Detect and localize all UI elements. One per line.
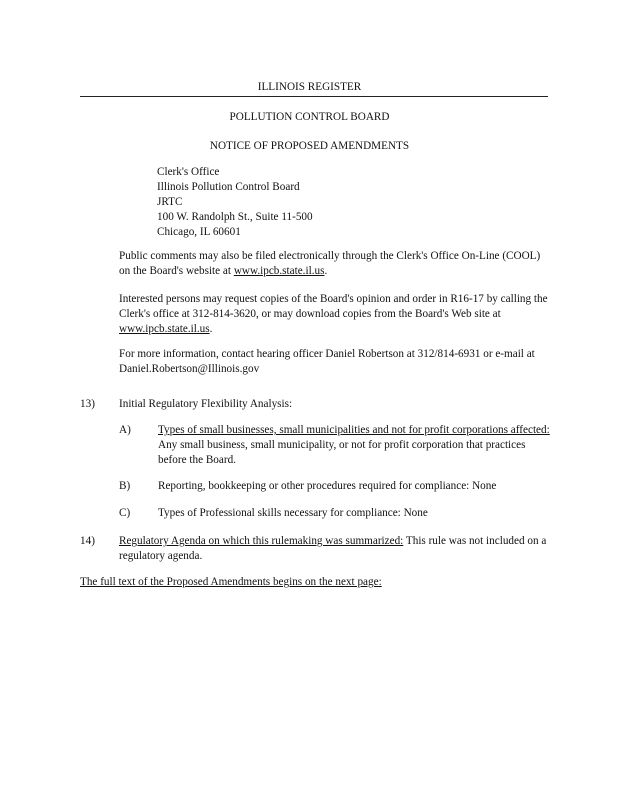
item13a-text: Types of small businesses, small municipalities and not for profit corporations affected: Any small business, small municipality, or not for profit corporation that practices before the Board.: [158, 424, 550, 466]
ipcb-website-link[interactable]: www.ipcb.state.il.us: [119, 323, 210, 335]
clerk-address: [157, 165, 313, 240]
item14-number: 14): [80, 535, 95, 547]
address-line: Illinois Pollution Control Board: [157, 181, 300, 193]
paragraph-contact-info: For more information, contact hearing officer Daniel Robertson at 312/814-6931 or e-mail at Daniel.Robertson@Illinois.gov: [119, 348, 535, 375]
address-line: JRTC: [157, 196, 183, 208]
paragraph-cool: Public comments may also be filed electronically through the Clerk's Office On-Line (COOL) on the Board's website at www.ipcb.state.il.us.: [119, 250, 541, 277]
header-rule: [80, 96, 548, 97]
address-line: Clerk's Office: [157, 166, 220, 178]
item13b-label: B): [119, 480, 131, 492]
full-text-notice: The full text of the Proposed Amendments begins on the next page:: [80, 576, 382, 588]
address-line: 100 W. Randolph St., Suite 11-500: [157, 211, 313, 223]
ipcb-website-link[interactable]: www.ipcb.state.il.us: [233, 265, 325, 277]
item14-text: Regulatory Agenda on which this rulemaking was summarized: This rule was not included on a regulatory agenda.: [119, 535, 547, 562]
register-header: ILLINOIS REGISTER: [257, 81, 362, 93]
item13-title: Initial Regulatory Flexibility Analysis:: [119, 398, 293, 410]
notice-title: NOTICE OF PROPOSED AMENDMENTS: [209, 140, 410, 152]
item13b-text: Reporting, bookkeeping or other procedures required for compliance: None: [158, 480, 497, 492]
item13a-label: A): [119, 424, 131, 436]
board-title: POLLUTION CONTROL BOARD: [229, 111, 390, 123]
item13c-label: C): [119, 507, 131, 519]
address-line: Chicago, IL 60601: [157, 226, 241, 238]
item13-number: 13): [80, 398, 95, 410]
paragraph-copies: Interested persons may request copies of the Board's opinion and order in R16-17 by calling the Clerk's office at 312-814-3620, or may download copies from the Board's Web site at www.ipcb.state.il.us.: [119, 293, 548, 335]
item13c-text: Types of Professional skills necessary for compliance: None: [158, 507, 428, 519]
